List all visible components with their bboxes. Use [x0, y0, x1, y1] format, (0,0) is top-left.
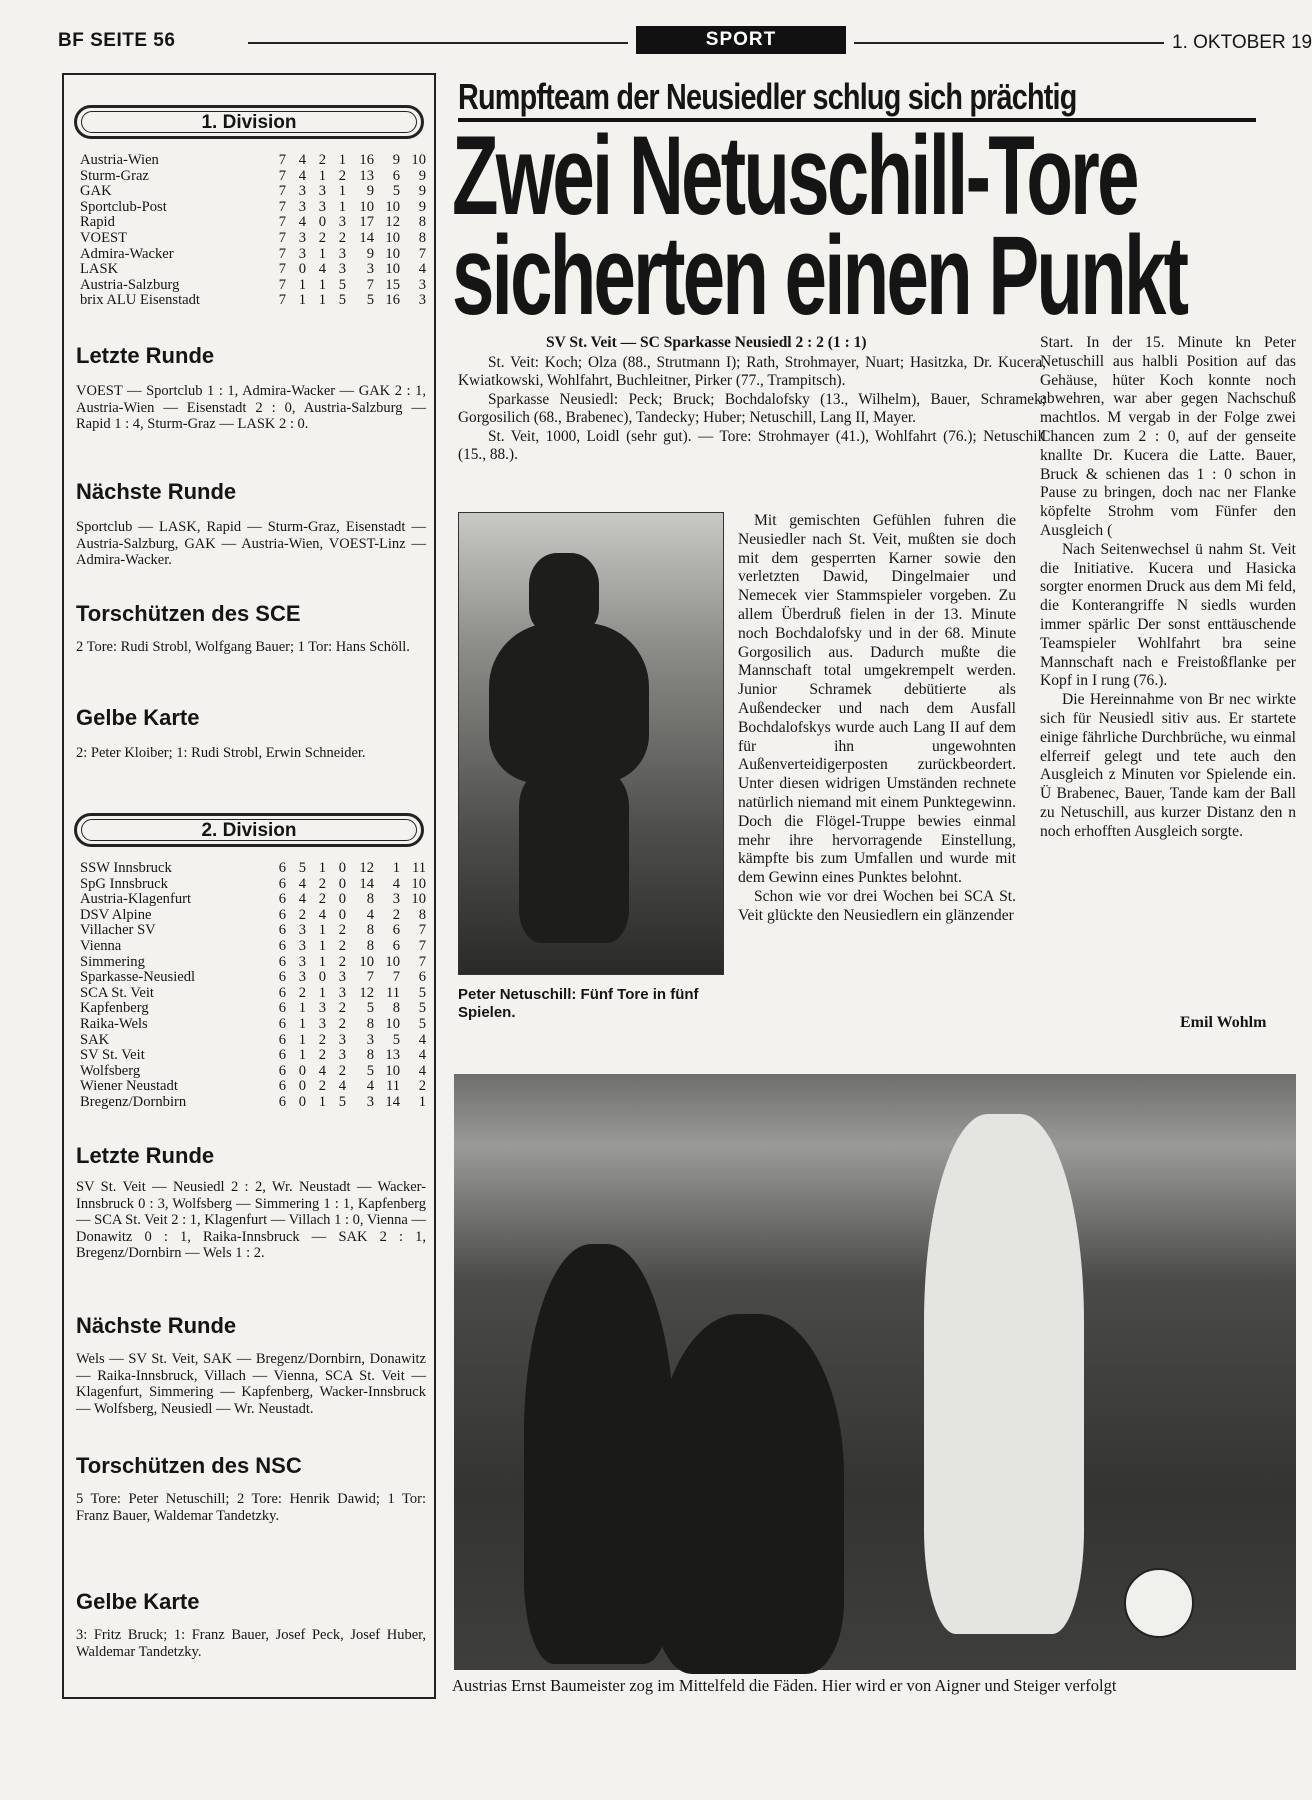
division2-next-round-heading: Nächste Runde — [76, 1313, 237, 1338]
table-cell: 2 — [392, 906, 400, 923]
headline-line-2: sicherten einen Punkt — [452, 213, 1187, 338]
table-cell: 4 — [366, 1078, 374, 1095]
table-cell: 0 — [298, 1078, 306, 1095]
table-cell: 1 — [298, 1000, 306, 1017]
table-cell: 2 — [318, 1031, 326, 1048]
table-row — [80, 262, 426, 278]
table-cell: 8 — [366, 1047, 374, 1064]
table-cell: 8 — [418, 906, 426, 923]
division1-last-round-heading: Letzte Runde — [76, 343, 215, 368]
table-cell: 1 — [298, 292, 306, 309]
table-cell: 4 — [298, 891, 306, 908]
match-lineups — [458, 354, 1046, 464]
table-cell: 9 — [418, 198, 426, 215]
table-cell: 10 — [411, 891, 426, 908]
division1-title: 1. Division — [81, 111, 417, 133]
division2-scorers-text: 5 Tore: Peter Netuschill; 2 Tore: Henrik Dawid; 1 Tor: Franz Bauer, Waldemar Tandetzky. — [76, 1491, 426, 1524]
table-cell: 7 — [278, 167, 286, 184]
team-name: VOEST — [80, 229, 128, 246]
table-cell: 1 — [318, 276, 326, 293]
table-cell: 8 — [366, 891, 374, 908]
table-cell: 10 — [385, 245, 400, 262]
photo-figure — [529, 553, 599, 633]
table-cell: 5 — [298, 860, 306, 876]
division1-scorers-heading: Torschützen des SCE — [76, 601, 301, 626]
table-cell: 6 — [278, 1047, 286, 1064]
table-row — [80, 293, 426, 309]
division2-scorers-heading: Torschützen des NSC — [76, 1453, 302, 1478]
table-cell: 7 — [418, 245, 426, 262]
table-row — [80, 861, 426, 877]
table-cell: 4 — [338, 1078, 346, 1095]
table-cell: 3 — [392, 891, 400, 908]
table-cell: 3 — [338, 1047, 346, 1064]
team-name: Sportclub-Post — [80, 198, 167, 215]
division2-table — [80, 861, 426, 1111]
table-cell: 0 — [338, 875, 346, 892]
table-cell: 2 — [338, 229, 346, 246]
table-cell: 3 — [318, 198, 326, 215]
table-cell: 3 — [298, 922, 306, 939]
table-cell: 9 — [418, 167, 426, 184]
table-cell: 0 — [338, 891, 346, 908]
table-cell: 3 — [338, 214, 346, 231]
table-cell: 6 — [392, 937, 400, 954]
lineup-st-veit: St. Veit: Koch; Olza (88., Strutmann I); Rath, Strohmayer, Nuart; Hasitzka, Dr. Kucera, Kwiatkowski, Wohlfahrt, Buchleitner, Pirker (77., Trampitsch). — [458, 354, 1046, 390]
table-cell: 1 — [318, 1093, 326, 1110]
table-cell: 5 — [366, 292, 374, 309]
table-cell: 7 — [278, 292, 286, 309]
table-cell: 1 — [318, 245, 326, 262]
table-cell: 8 — [366, 922, 374, 939]
team-name: Kapfenberg — [80, 1000, 149, 1017]
division2-banner — [74, 813, 424, 847]
table-row — [80, 1001, 426, 1017]
article-kicker: Rumpfteam der Neusiedler schlug sich prächtig — [458, 76, 1077, 117]
table-cell: 11 — [411, 860, 426, 876]
table-cell: 4 — [298, 167, 306, 184]
table-cell: 3 — [366, 1031, 374, 1048]
team-name: SSW Innsbruck — [80, 860, 172, 876]
table-cell: 16 — [385, 292, 400, 309]
table-cell: 3 — [338, 1031, 346, 1048]
table-cell: 7 — [278, 276, 286, 293]
table-cell: 2 — [338, 922, 346, 939]
table-cell: 12 — [359, 984, 374, 1001]
table-cell: 6 — [278, 969, 286, 986]
table-cell: 3 — [366, 1093, 374, 1110]
table-cell: 1 — [318, 292, 326, 309]
table-cell: 3 — [338, 261, 346, 278]
table-cell: 11 — [385, 984, 400, 1001]
table-cell: 3 — [338, 984, 346, 1001]
table-cell: 12 — [359, 860, 374, 876]
table-cell: 15 — [385, 276, 400, 293]
team-name: Rapid — [80, 214, 115, 231]
table-cell: 2 — [318, 1078, 326, 1095]
team-name: SCA St. Veit — [80, 984, 154, 1001]
table-cell: 5 — [338, 276, 346, 293]
table-cell: 6 — [278, 937, 286, 954]
table-cell: 3 — [298, 245, 306, 262]
masthead-rule — [854, 42, 1164, 44]
table-row — [80, 970, 426, 986]
table-cell: 6 — [278, 1015, 286, 1032]
body-paragraph: Nach Seitenwechsel ü nahm St. Veit die Initiative. Kucera und Hasicka sorgter enormen Druck aus dem Mi feld, die Konterangriffe N siedls wurden immer spärlic Der sonst enttäuschende Teamspieler Wohlfahrt bra seine Mannschaft nach e Freistoßflanke per Kopf in I rung (76.). — [1040, 540, 1296, 690]
table-cell: 14 — [385, 1093, 400, 1110]
player-photo-caption: Peter Netuschill: Fünf Tore in fünf Spielen. — [458, 986, 699, 1021]
division1-next-round-text: Sportclub — LASK, Rapid — Sturm-Graz, Eisenstadt — Austria-Salzburg, GAK — Austria-Wien, VOEST-Linz — Admira-Wacker. — [76, 519, 426, 568]
table-cell: 1 — [298, 1015, 306, 1032]
table-row — [80, 278, 426, 294]
table-cell: 3 — [418, 276, 426, 293]
division1-cards-text: 2: Peter Kloiber; 1: Rudi Strobl, Erwin Schneider. — [76, 745, 366, 761]
table-cell: 1 — [318, 167, 326, 184]
table-cell: 8 — [366, 1015, 374, 1032]
table-cell: 7 — [278, 214, 286, 231]
table-cell: 6 — [278, 1031, 286, 1048]
division2-cards-text: 3: Fritz Bruck; 1: Franz Bauer, Josef Peck, Josef Huber, Waldemar Tandetzky. — [76, 1627, 426, 1660]
table-cell: 5 — [338, 1093, 346, 1110]
match-photo-caption: Austrias Ernst Baumeister zog im Mittelfeld die Fäden. Hier wird er von Aigner und Steiger verfolgt — [452, 1676, 1117, 1695]
table-cell: 0 — [298, 261, 306, 278]
body-paragraph: Die Hereinnahme von Br nec wirkte sich für Neusiedl sitiv aus. Er startete einige fährliche Durchbrüche, wu einmal elferreif gelegt und tete auch den Ausgleich z Minuten vor Spielende ein. Ü Brabenec, Bauer, Tande kam der Ball zu Netuschill, aus kurzer Distanz den n noch erhofften Ausgleich sorgte. — [1040, 691, 1296, 840]
table-cell: 5 — [366, 1000, 374, 1017]
table-cell: 2 — [318, 891, 326, 908]
team-name: Wiener Neustadt — [80, 1078, 178, 1095]
page-label: BF SEITE 56 — [58, 30, 176, 51]
table-cell: 10 — [385, 198, 400, 215]
table-cell: 6 — [278, 860, 286, 876]
table-row — [80, 1079, 426, 1095]
table-cell: 0 — [298, 1062, 306, 1079]
team-name: Admira-Wacker — [80, 245, 174, 262]
table-cell: 2 — [338, 937, 346, 954]
table-row — [80, 1017, 426, 1033]
table-cell: 4 — [318, 261, 326, 278]
division2-last-round-heading: Letzte Runde — [76, 1143, 215, 1168]
table-row — [80, 1095, 426, 1111]
table-cell: 13 — [359, 167, 374, 184]
table-cell: 2 — [318, 229, 326, 246]
lineup-neusiedl: Sparkasse Neusiedl: Peck; Bruck; Bochdalofsky (13., Wilhelm), Bauer, Schramek; Gorgosilich (68., Brabenec), Tandecky; Huber; Netuschill, Lang II, Mayer. — [458, 390, 1046, 427]
table-cell: 0 — [318, 214, 326, 231]
table-cell: 1 — [318, 937, 326, 954]
table-cell: 0 — [338, 906, 346, 923]
table-cell: 7 — [418, 953, 426, 970]
table-cell: 6 — [278, 875, 286, 892]
team-name: SAK — [80, 1031, 110, 1048]
team-name: Simmering — [80, 953, 145, 970]
table-cell: 10 — [359, 953, 374, 970]
table-cell: 0 — [318, 969, 326, 986]
table-cell: 6 — [278, 906, 286, 923]
player-photo — [458, 512, 724, 975]
author-signature: Emil Wohlm — [1180, 1014, 1267, 1031]
table-cell: 10 — [359, 198, 374, 215]
table-cell: 4 — [418, 261, 426, 278]
table-cell: 3 — [338, 245, 346, 262]
table-cell: 4 — [318, 906, 326, 923]
table-row — [80, 200, 426, 216]
masthead-rule — [248, 42, 628, 44]
team-name: Raika-Wels — [80, 1015, 148, 1032]
table-cell: 3 — [366, 261, 374, 278]
table-cell: 8 — [418, 229, 426, 246]
photo-figure — [924, 1114, 1084, 1634]
match-facts: St. Veit, 1000, Loidl (sehr gut). — Tore: Strohmayer (41.), Wohlfahrt (76.); Netuschill (15., 88.). — [458, 427, 1046, 464]
division1-banner — [74, 105, 424, 139]
team-name: DSV Alpine — [80, 906, 152, 923]
article-right-column — [1040, 334, 1296, 842]
table-cell: 7 — [392, 969, 400, 986]
table-cell: 7 — [278, 261, 286, 278]
division2-next-round-text: Wels — SV St. Veit, SAK — Bregenz/Dornbirn, Donawitz — Raika-Innsbruck, Villach — Vienna, SCA St. Veit — Klagenfurt, Simmering — Kapfenberg, Wacker-Innsbruck — Wolfsberg, Neusiedl — Wr. Neustadt. — [76, 1351, 426, 1417]
table-cell: 3 — [318, 1015, 326, 1032]
table-cell: 2 — [298, 984, 306, 1001]
headline-line-1: Zwei Netuschill-Tore — [452, 113, 1137, 238]
team-name: Austria-Salzburg — [80, 276, 180, 293]
division1-scorers-text: 2 Tore: Rudi Strobl, Wolfgang Bauer; 1 Tor: Hans Schöll. — [76, 639, 410, 655]
table-cell: 9 — [366, 183, 374, 200]
table-cell: 4 — [392, 875, 400, 892]
division2-title: 2. Division — [81, 819, 417, 841]
table-cell: 7 — [278, 198, 286, 215]
table-cell: 7 — [278, 152, 286, 168]
table-cell: 7 — [418, 937, 426, 954]
table-cell: 1 — [338, 152, 346, 168]
table-cell: 5 — [366, 1062, 374, 1079]
table-cell: 1 — [392, 860, 400, 876]
team-name: GAK — [80, 183, 112, 200]
table-row — [80, 231, 426, 247]
body-paragraph: Mit gemischten Gefühlen fuhren die Neusiedler nach St. Veit, mußten sie doch mit dem gesperrten Karner sowie den verletzten Dawid, Dingelmaier und Nemecek vier Stammspieler vorgeben. Zu allem Überdruß fielen in der 13. Minute noch Bochdalofsky und in der 68. Minute Gorgosilich aus. Dadurch mußte die Mannschaft total umgekrempelt werden. Junior Schramek debütierte als Außendecker und nach dem Ausfall Bochdalofskys wurde auch Lang II auf dem für ihn ungewohnten Außenverteidigerposten zurückbeordert. Unter diesen widrigen Umständen rechnete natürlich niemand mit einem Punktegewinn. Doch die Flögel-Truppe bewies einmal mehr ihre hervorragende Einstellung, kämpfte bis zum Umfallen und wurde mit dem Gewinn eines Punktes belohnt. — [738, 512, 1016, 887]
table-cell: 7 — [278, 229, 286, 246]
table-row — [80, 1033, 426, 1049]
division1-next-round-heading: Nächste Runde — [76, 479, 237, 504]
table-row — [80, 1048, 426, 1064]
table-cell: 10 — [385, 953, 400, 970]
table-cell: 11 — [385, 1078, 400, 1095]
table-cell: 6 — [392, 167, 400, 184]
table-cell: 3 — [298, 953, 306, 970]
table-cell: 5 — [392, 1031, 400, 1048]
team-name: Bregenz/Dornbirn — [80, 1093, 187, 1110]
table-cell: 8 — [392, 1000, 400, 1017]
table-cell: 4 — [298, 875, 306, 892]
table-cell: 7 — [366, 969, 374, 986]
table-cell: 0 — [298, 1093, 306, 1110]
table-cell: 10 — [385, 229, 400, 246]
table-cell: 9 — [366, 245, 374, 262]
table-cell: 6 — [278, 1062, 286, 1079]
article-body-column — [738, 512, 1016, 926]
division2-last-round-text: SV St. Veit — Neusiedl 2 : 2, Wr. Neustadt — Wacker-Innsbruck 0 : 3, Wolfsberg — Simmering 1 : 1, Kapfenberg — SCA St. Veit 2 : 1, Klagenfurt — Villach 1 : 0, Vienna — Donawitz 0 : 1, Raika-Innsbruck — SAK 2 : 1, Bregenz/Dornbirn — Wels 1 : 2. — [76, 1179, 426, 1261]
table-cell: 17 — [359, 214, 374, 231]
table-cell: 9 — [392, 152, 400, 168]
table-cell: 14 — [359, 229, 374, 246]
table-cell: 3 — [418, 292, 426, 309]
table-cell: 4 — [418, 1031, 426, 1048]
table-cell: 2 — [318, 152, 326, 168]
photo-figure — [489, 623, 649, 783]
team-name: Villacher SV — [80, 922, 156, 939]
table-cell: 0 — [338, 860, 346, 876]
table-cell: 1 — [298, 1047, 306, 1064]
table-cell: 2 — [418, 1078, 426, 1095]
team-name: Austria-Wien — [80, 152, 159, 168]
table-cell: 1 — [298, 276, 306, 293]
division1-table — [80, 153, 426, 309]
table-cell: 3 — [298, 969, 306, 986]
photo-figure — [519, 773, 629, 943]
table-cell: 10 — [385, 1062, 400, 1079]
table-cell: 5 — [418, 1015, 426, 1032]
table-cell: 1 — [338, 198, 346, 215]
table-row — [80, 939, 426, 955]
table-cell: 5 — [418, 984, 426, 1001]
table-row — [80, 955, 426, 971]
team-name: Wolfsberg — [80, 1062, 141, 1079]
table-cell: 1 — [418, 1093, 426, 1110]
table-row — [80, 1064, 426, 1080]
table-cell: 4 — [418, 1062, 426, 1079]
table-row — [80, 184, 426, 200]
division1-cards-heading: Gelbe Karte — [76, 705, 200, 730]
team-name: Sturm-Graz — [80, 167, 149, 184]
football — [1124, 1568, 1194, 1638]
table-cell: 6 — [278, 953, 286, 970]
table-cell: 6 — [278, 1078, 286, 1095]
table-row — [80, 892, 426, 908]
table-cell: 6 — [278, 1000, 286, 1017]
table-cell: 6 — [278, 984, 286, 1001]
table-row — [80, 986, 426, 1002]
table-row — [80, 247, 426, 263]
table-cell: 2 — [318, 1047, 326, 1064]
table-cell: 14 — [359, 875, 374, 892]
table-cell: 7 — [366, 276, 374, 293]
table-cell: 5 — [392, 183, 400, 200]
table-cell: 12 — [385, 214, 400, 231]
table-cell: 2 — [298, 906, 306, 923]
team-name: brix ALU Eisenstadt — [80, 292, 200, 309]
table-row — [80, 215, 426, 231]
table-cell: 3 — [298, 198, 306, 215]
body-paragraph: Schon wie vor drei Wochen bei SCA St. Veit glückte den Neusiedlern ein glänzender — [738, 887, 1016, 924]
body-paragraph: Start. In der 15. Minute kn Peter Netuschill aus halbli Position auf das Gehäuse, hüter Koch konnte noch abwehren, war aber gegen Nachschuß machtlos. M vergab in der Folge zwei Chancen zum 2 : 0, auf der genseite knallte Dr. Kucera die Latte. Bauer, Bruck & schienen das 1 : 0 schon in Pause zu bringen, doch nac ner Flanke köpfelte Strohm vom Fünfer den Ausgleich ( — [1040, 334, 1296, 539]
team-name: Sparkasse-Neusiedl — [80, 969, 196, 986]
table-cell: 2 — [338, 1062, 346, 1079]
table-cell: 9 — [418, 183, 426, 200]
team-name: SV St. Veit — [80, 1047, 145, 1064]
section-label: SPORT — [636, 26, 846, 54]
masthead — [58, 26, 1312, 56]
match-result-title: SV St. Veit — SC Sparkasse Neusiedl 2 : 2 (1 : 1) — [546, 334, 867, 351]
table-cell: 5 — [338, 292, 346, 309]
table-cell: 3 — [298, 229, 306, 246]
table-cell: 3 — [298, 937, 306, 954]
photo-figure — [654, 1314, 844, 1674]
table-cell: 4 — [366, 906, 374, 923]
table-cell: 7 — [418, 922, 426, 939]
table-cell: 4 — [298, 152, 306, 168]
table-cell: 10 — [385, 261, 400, 278]
table-cell: 6 — [392, 922, 400, 939]
division1-last-round-text: VOEST — Sportclub 1 : 1, Admira-Wacker — GAK 2 : 1, Austria-Wien — Eisenstadt 2 : 0, Austria-Salzburg — Rapid 1 : 4, Sturm-Graz — LASK 2 : 0. — [76, 383, 426, 432]
table-cell: 1 — [338, 183, 346, 200]
team-name: Austria-Klagenfurt — [80, 891, 192, 908]
table-cell: 6 — [278, 891, 286, 908]
table-cell: 7 — [278, 245, 286, 262]
table-cell: 2 — [338, 167, 346, 184]
table-cell: 2 — [318, 875, 326, 892]
table-row — [80, 169, 426, 185]
table-cell: 3 — [298, 183, 306, 200]
table-cell: 2 — [338, 1000, 346, 1017]
table-cell: 1 — [298, 1031, 306, 1048]
table-row — [80, 923, 426, 939]
division2-cards-heading: Gelbe Karte — [76, 1589, 200, 1614]
table-cell: 4 — [318, 1062, 326, 1079]
table-cell: 6 — [418, 969, 426, 986]
table-cell: 8 — [366, 937, 374, 954]
table-cell: 10 — [411, 152, 426, 168]
table-cell: 1 — [318, 922, 326, 939]
table-cell: 1 — [318, 984, 326, 1001]
table-cell: 2 — [338, 953, 346, 970]
league-sidebar — [62, 73, 436, 1699]
table-cell: 7 — [278, 183, 286, 200]
table-cell: 3 — [338, 969, 346, 986]
table-cell: 3 — [318, 183, 326, 200]
table-cell: 6 — [278, 1093, 286, 1110]
table-cell: 1 — [318, 953, 326, 970]
team-name: LASK — [80, 261, 119, 278]
table-row — [80, 908, 426, 924]
issue-date: 1. OKTOBER 19 — [1172, 32, 1312, 53]
photo-figure — [524, 1244, 674, 1664]
table-cell: 2 — [338, 1015, 346, 1032]
table-cell: 6 — [278, 922, 286, 939]
table-cell: 5 — [418, 1000, 426, 1017]
team-name: Vienna — [80, 937, 122, 954]
table-cell: 4 — [418, 1047, 426, 1064]
table-cell: 13 — [385, 1047, 400, 1064]
table-cell: 10 — [411, 875, 426, 892]
table-row — [80, 877, 426, 893]
table-cell: 4 — [298, 214, 306, 231]
table-cell: 10 — [385, 1015, 400, 1032]
table-cell: 1 — [318, 860, 326, 876]
table-cell: 16 — [359, 152, 374, 168]
table-cell: 8 — [418, 214, 426, 231]
table-row — [80, 153, 426, 169]
team-name: SpG Innsbruck — [80, 875, 168, 892]
table-cell: 3 — [318, 1000, 326, 1017]
